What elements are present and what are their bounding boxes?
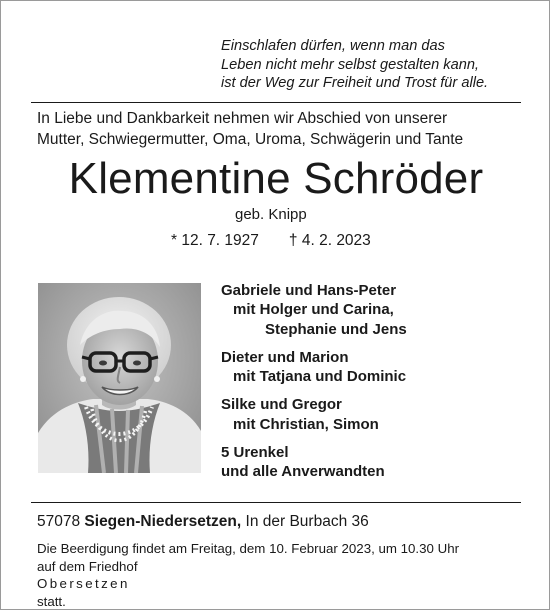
mourner-group — [221, 395, 531, 434]
mourner-line: und alle Anverwandten — [221, 463, 385, 481]
deceased-name: Klementine Schröder — [68, 154, 484, 203]
funeral-cemetery-place: Obersetzen — [37, 576, 130, 591]
funeral-line — [37, 558, 517, 610]
mourner-group — [221, 348, 531, 387]
farewell-line: Mutter, Schwiegermutter, Oma, Uroma, Schwägerin und Tante — [37, 131, 464, 148]
birth-date: * 12. 7. 1927 — [171, 232, 259, 249]
mourners-list — [221, 281, 531, 491]
mourner-line: mit Tatjana und Dominic — [233, 368, 407, 386]
farewell-line: In Liebe und Dankbarkeit nehmen wir Abschied von unserer — [37, 110, 448, 127]
address-postcode: 57078 — [37, 513, 81, 530]
mourner-group — [221, 281, 531, 339]
mourner-line: Dieter und Marion — [221, 348, 349, 366]
funeral-line: Die Beerdigung findet am Freitag, dem 10. Februar 2023, um 10.30 Uhr — [37, 541, 460, 556]
portrait-photo — [38, 283, 201, 473]
motto-line: Leben nicht mehr selbst gestalten kann, — [221, 56, 479, 73]
mourner-line: Gabriele und Hans-Peter — [221, 282, 397, 299]
address-town: Siegen-Niedersetzen, — [84, 513, 242, 530]
family-address — [37, 512, 369, 532]
mourner-line: Stephanie und Jens — [265, 320, 407, 338]
mourner-group — [221, 443, 531, 482]
divider-top — [31, 102, 521, 103]
divider-bottom — [31, 502, 521, 503]
mourner-line: mit Holger und Carina, — [233, 301, 394, 319]
motto-line: Einschlafen dürfen, wenn man das — [221, 38, 445, 54]
motto-line: ist der Weg zur Freiheit und Trost für alle. — [221, 75, 489, 91]
mourner-line: mit Christian, Simon — [233, 415, 379, 433]
farewell-text — [37, 108, 517, 150]
life-dates — [171, 231, 371, 251]
motto-verse — [221, 37, 541, 93]
death-date: † 4. 2. 2023 — [288, 232, 371, 249]
mourner-line: Silke und Gregor — [221, 396, 342, 414]
funeral-cemetery-prefix: auf dem Friedhof — [37, 558, 138, 574]
address-street: In der Burbach 36 — [245, 513, 369, 530]
maiden-name: geb. Knipp — [235, 206, 307, 223]
funeral-details — [37, 540, 517, 610]
funeral-cemetery-suffix: statt. — [37, 593, 66, 609]
mourner-line: 5 Urenkel — [221, 444, 289, 462]
